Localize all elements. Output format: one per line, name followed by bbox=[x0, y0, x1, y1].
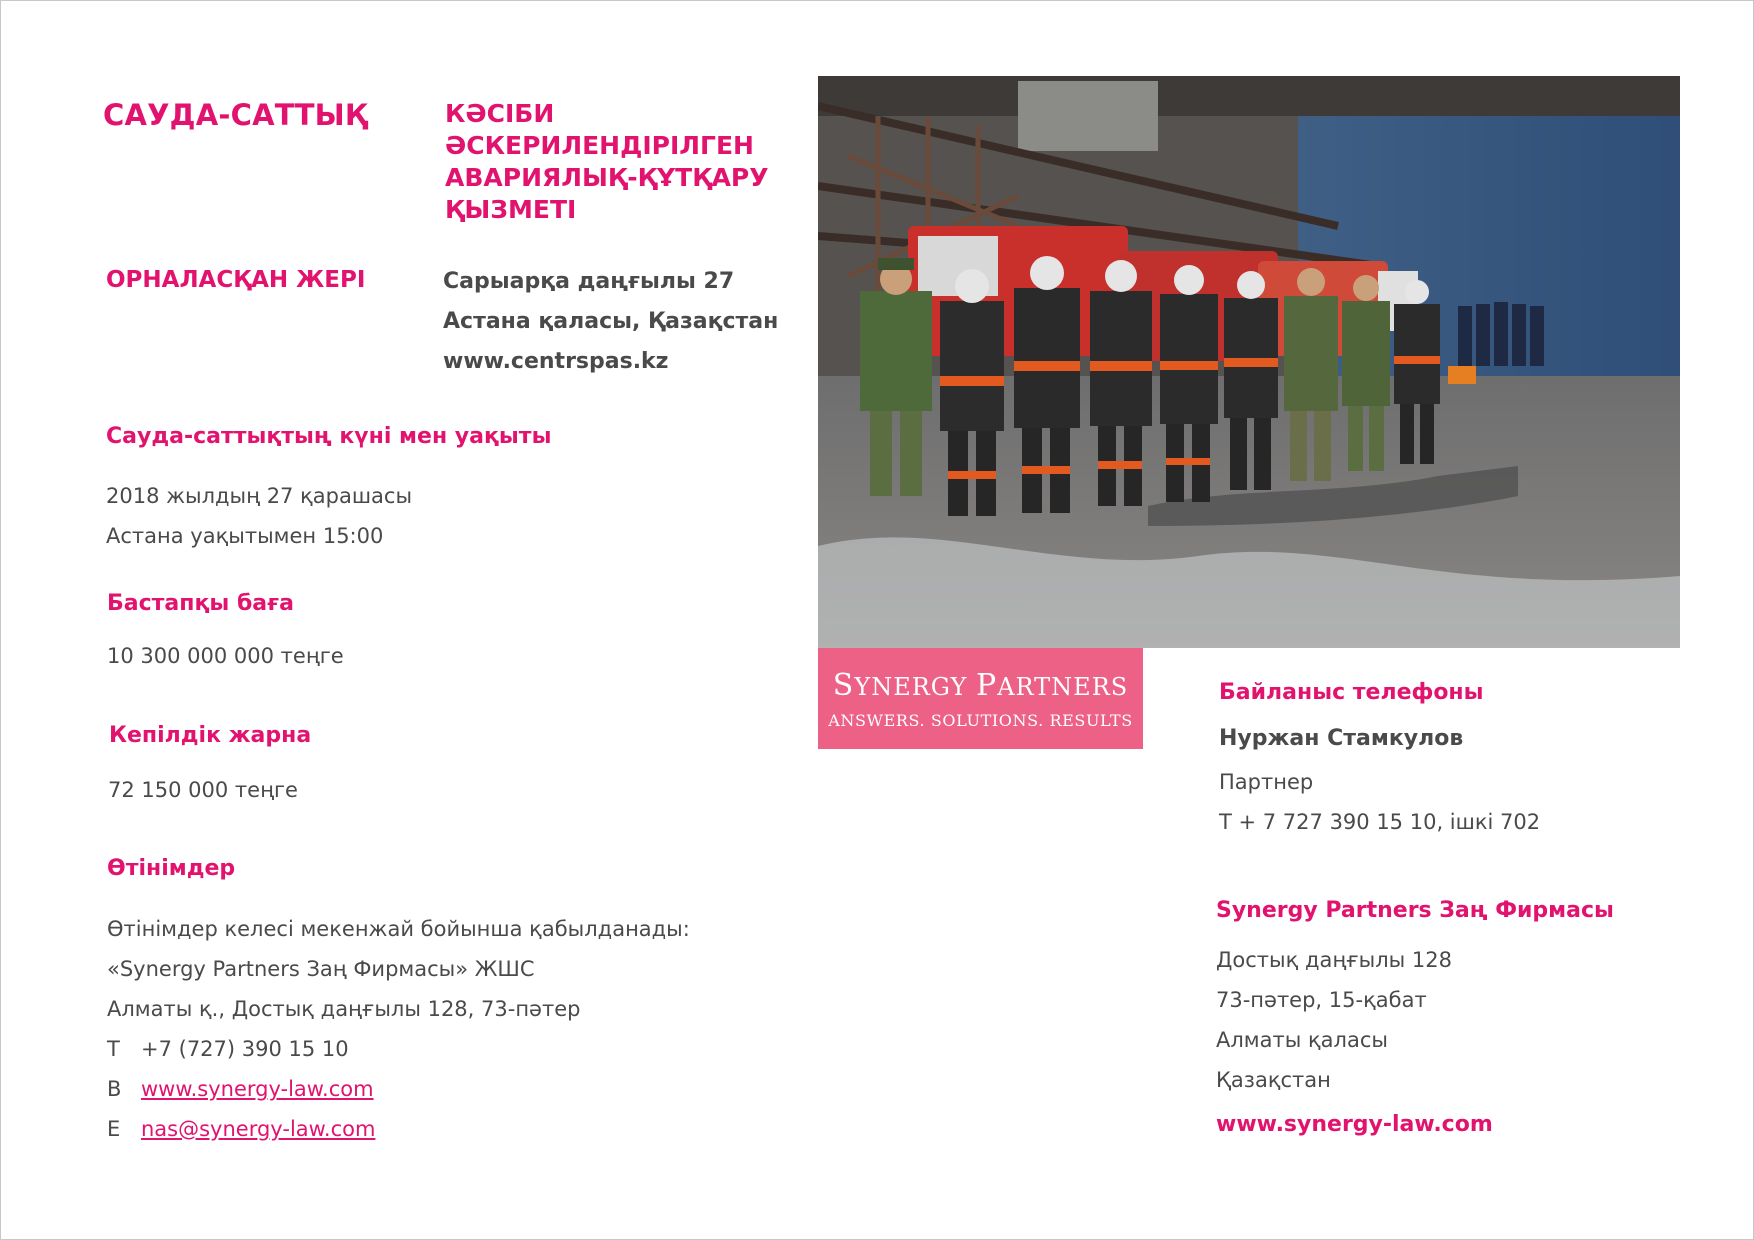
applications-phone: +7 (727) 390 15 10 bbox=[141, 1037, 349, 1061]
synergy-partners-logo bbox=[818, 648, 1143, 749]
logo-name: SYNERGY PARTNERS bbox=[832, 668, 1129, 703]
auction-date: 2018 жылдың 27 қарашасы bbox=[106, 484, 413, 508]
firm-office: 73-пәтер, 15-қабат bbox=[1216, 988, 1427, 1012]
deposit-value: 72 150 000 теңге bbox=[108, 778, 298, 802]
rescue-team-photo bbox=[818, 76, 1680, 648]
firm-country: Қазақстан bbox=[1216, 1068, 1331, 1092]
start-price-value: 10 300 000 000 теңге bbox=[107, 644, 344, 668]
firm-address bbox=[1216, 940, 1452, 1100]
applications-website-link[interactable]: www.synergy-law.com bbox=[141, 1077, 374, 1101]
contact-role: Партнер bbox=[1219, 770, 1314, 794]
rescue-team-illustration bbox=[818, 76, 1680, 648]
applications-label: Өтінімдер bbox=[107, 856, 236, 881]
subject-line: КӘСІБИ bbox=[445, 99, 555, 128]
logo-tagline: ANSWERS. SOLUTIONS. RESULTS bbox=[828, 711, 1133, 730]
firm-city: Алматы қаласы bbox=[1216, 1028, 1388, 1052]
contact-name: Нуржан Стамкулов bbox=[1219, 726, 1464, 751]
firm-website-link[interactable]: www.synergy-law.com bbox=[1216, 1112, 1493, 1137]
firm-label: Synergy Partners Заң Фирмасы bbox=[1216, 898, 1614, 923]
firm-street: Достық даңғылы 128 bbox=[1216, 948, 1452, 972]
subject-line: ӘСКЕРИЛЕНДІРІЛГЕН bbox=[445, 131, 754, 160]
phone-prefix: Т bbox=[107, 1037, 120, 1061]
auction-subject bbox=[445, 98, 769, 226]
applications-web-row bbox=[107, 1069, 690, 1109]
location-street: Сарыарқа даңғылы 27 bbox=[443, 269, 735, 294]
location-website[interactable]: www.centrspas.kz bbox=[443, 349, 669, 374]
auction-time-label: Сауда-саттықтың күні мен уақыты bbox=[106, 424, 552, 449]
subject-line: АВАРИЯЛЫҚ-ҚҰТҚАРУ bbox=[445, 163, 769, 192]
auction-time: Астана уақытымен 15:00 bbox=[106, 524, 384, 548]
location-block bbox=[443, 262, 778, 382]
location-label: ОРНАЛАСҚАН ЖЕРІ bbox=[106, 267, 366, 293]
applications-phone-row bbox=[107, 1029, 690, 1069]
email-prefix: Е bbox=[107, 1117, 121, 1141]
applications-address: Алматы қ., Достық даңғылы 128, 73-пәтер bbox=[107, 997, 581, 1021]
web-prefix: В bbox=[107, 1077, 122, 1101]
page-title: САУДА-САТТЫҚ bbox=[103, 98, 368, 132]
contact-phone: Т + 7 727 390 15 10, ішкі 702 bbox=[1219, 810, 1541, 834]
contact-label: Байланыс телефоны bbox=[1219, 680, 1484, 705]
start-price-label: Бастапқы баға bbox=[107, 591, 294, 616]
location-city: Астана қаласы, Қазақстан bbox=[443, 309, 779, 334]
applications-email-link[interactable]: nas@synergy-law.com bbox=[141, 1117, 376, 1141]
subject-line: ҚЫЗМЕТІ bbox=[445, 195, 577, 224]
deposit-label: Кепілдік жарна bbox=[109, 723, 312, 748]
contact-details bbox=[1219, 762, 1540, 842]
applications-email-row bbox=[107, 1109, 690, 1149]
applications-firm: «Synergy Partners Заң Фирмасы» ЖШС bbox=[107, 957, 535, 981]
auction-time-block bbox=[106, 476, 412, 556]
applications-block bbox=[107, 909, 690, 1149]
applications-intro: Өтінімдер келесі мекенжай бойынша қабылданады: bbox=[107, 917, 690, 941]
